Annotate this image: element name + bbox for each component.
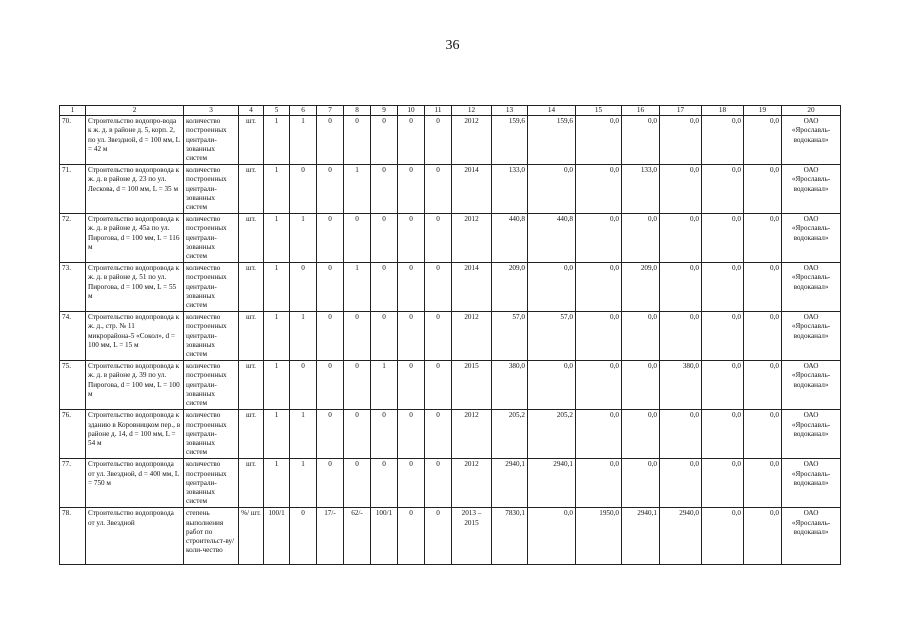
table-cell: 17/- (317, 508, 344, 565)
table-cell: 0 (317, 116, 344, 165)
table-cell: 2015 (452, 361, 492, 410)
table-cell: количество построенных централи-зованных систем (184, 263, 239, 312)
table-cell: 0 (317, 263, 344, 312)
table-row (60, 263, 841, 312)
table-cell: 0,0 (576, 361, 622, 410)
table-cell: ОАО «Ярославль-водоканал» (782, 312, 841, 361)
table-cell: 380,0 (660, 361, 702, 410)
table-row (60, 116, 841, 165)
table-cell: количество построенных централи-зованных систем (184, 361, 239, 410)
table-row (60, 410, 841, 459)
column-header: 1 (60, 106, 86, 116)
table-cell: ОАО «Ярославль-водоканал» (782, 165, 841, 214)
table-cell: 2014 (452, 263, 492, 312)
table-cell: 73. (60, 263, 86, 312)
column-header: 16 (622, 106, 660, 116)
table-cell: 0,0 (744, 459, 782, 508)
table-cell: 0,0 (576, 116, 622, 165)
table-cell: 0,0 (622, 410, 660, 459)
table-cell: 0,0 (702, 214, 744, 263)
table-cell: 0 (344, 361, 371, 410)
table-cell: 0 (344, 116, 371, 165)
table-cell: ОАО «Ярославль-водоканал» (782, 508, 841, 565)
table-cell: 0,0 (660, 116, 702, 165)
table-cell: 2940,1 (492, 459, 528, 508)
column-header: 11 (425, 106, 452, 116)
table-cell: 0 (425, 361, 452, 410)
table-row (60, 361, 841, 410)
table-cell: 2012 (452, 214, 492, 263)
table-cell: 0 (290, 361, 317, 410)
table-cell: 1 (264, 165, 290, 214)
table-cell: 0,0 (702, 263, 744, 312)
table-cell: 1 (264, 459, 290, 508)
table-cell: 205,2 (528, 410, 576, 459)
table-cell: 0 (425, 165, 452, 214)
table-cell: шт. (239, 459, 264, 508)
table-cell: ОАО «Ярославль-водоканал» (782, 410, 841, 459)
table-cell: 0 (398, 459, 425, 508)
table-cell: Строительство водопровода к ж. д. в районе д. 51 по ул. Пирогова, d = 100 мм, L = 55 м (86, 263, 184, 312)
table-cell: 2940,0 (660, 508, 702, 565)
table-cell: 0,0 (702, 361, 744, 410)
table-cell: 0,0 (576, 459, 622, 508)
column-header: 4 (239, 106, 264, 116)
table-cell: 0 (398, 508, 425, 565)
table-cell: 1950,0 (576, 508, 622, 565)
table-row (60, 508, 841, 565)
table-row (60, 459, 841, 508)
table-cell: Строительство водопро-вода к ж. д. в районе д. 5, корп. 2, по ул. Звездной, d = 100 мм, L = 42 м (86, 116, 184, 165)
table-cell: 2012 (452, 116, 492, 165)
data-table (59, 105, 841, 565)
table-cell: 0,0 (744, 214, 782, 263)
table-cell: 0,0 (576, 263, 622, 312)
table-cell: 0,0 (660, 165, 702, 214)
table-cell: 71. (60, 165, 86, 214)
table-cell: 1 (290, 214, 317, 263)
table-cell: количество построенных централи-зованных систем (184, 214, 239, 263)
table-cell: 0,0 (702, 116, 744, 165)
table-cell: количество построенных централи-зованных систем (184, 459, 239, 508)
table-cell: 0,0 (702, 508, 744, 565)
table-cell: 0,0 (528, 263, 576, 312)
table-cell: 0,0 (576, 214, 622, 263)
table-cell: ОАО «Ярославль-водоканал» (782, 116, 841, 165)
table-cell: 0 (425, 459, 452, 508)
table-cell: 100/1 (264, 508, 290, 565)
table-cell: 0,0 (702, 312, 744, 361)
column-header: 20 (782, 106, 841, 116)
table-cell: 0,0 (660, 459, 702, 508)
table-cell: Строительство водопровода к ж. д. в районе д. 39 по ул. Пирогова, d = 100 мм, L = 100 м (86, 361, 184, 410)
table-cell: 0,0 (576, 165, 622, 214)
table-cell: 440,8 (528, 214, 576, 263)
table-cell: 2012 (452, 312, 492, 361)
table-cell: 0,0 (622, 459, 660, 508)
table-cell: 2013 – 2015 (452, 508, 492, 565)
column-header: 15 (576, 106, 622, 116)
table-cell: шт. (239, 214, 264, 263)
table-cell: степень выполнения работ по строительст-ву/ коли-чество (184, 508, 239, 565)
table-row (60, 165, 841, 214)
table-cell: 0,0 (622, 361, 660, 410)
table-cell: Строительство водопровода к ж. д., стр. № 11 микрорайона-5 «Сокол», d = 100 мм, L = 15 м (86, 312, 184, 361)
table-cell: 76. (60, 410, 86, 459)
table-cell: 70. (60, 116, 86, 165)
table-cell: шт. (239, 312, 264, 361)
table-cell: ОАО «Ярославль-водоканал» (782, 263, 841, 312)
table-cell: 77. (60, 459, 86, 508)
table-cell: 72. (60, 214, 86, 263)
table-cell: 0 (317, 459, 344, 508)
table-cell: 0 (398, 214, 425, 263)
table-cell: 0 (371, 116, 398, 165)
table-cell: 74. (60, 312, 86, 361)
table-cell: 0,0 (622, 214, 660, 263)
column-header: 3 (184, 106, 239, 116)
table-cell: 0,0 (622, 116, 660, 165)
table-cell: 0,0 (744, 165, 782, 214)
table-cell: 0 (371, 312, 398, 361)
table-cell: Строительство водопровода к зданию в Коровницком пер., в районе д. 14, d = 100 мм, L = 54 м (86, 410, 184, 459)
column-header: 6 (290, 106, 317, 116)
table-cell: 380,0 (492, 361, 528, 410)
table-cell: 57,0 (528, 312, 576, 361)
table-cell: 2012 (452, 459, 492, 508)
table-cell: 0 (425, 312, 452, 361)
column-header: 18 (702, 106, 744, 116)
table-cell: Строительство водопровода от ул. Звездной (86, 508, 184, 565)
table-cell: 1 (264, 312, 290, 361)
table-cell: 0,0 (528, 508, 576, 565)
table-cell: 62/- (344, 508, 371, 565)
table-cell: 133,0 (622, 165, 660, 214)
table-cell: шт. (239, 165, 264, 214)
table-cell: 57,0 (492, 312, 528, 361)
table-cell: 1 (264, 361, 290, 410)
column-header: 19 (744, 106, 782, 116)
page-number: 36 (445, 38, 460, 53)
table-cell: количество построенных централи-зованных систем (184, 410, 239, 459)
table-cell: 0 (317, 312, 344, 361)
table-cell: 0 (371, 263, 398, 312)
table-cell: 1 (290, 459, 317, 508)
table-cell: 0,0 (660, 214, 702, 263)
table-cell: количество построенных централи-зованных систем (184, 312, 239, 361)
table-cell: 0 (398, 165, 425, 214)
table-cell: 0,0 (576, 312, 622, 361)
table-cell: 2014 (452, 165, 492, 214)
table-cell: 2940,1 (622, 508, 660, 565)
table-cell: 0 (425, 508, 452, 565)
table-cell: количество построенных централи-зованных систем (184, 116, 239, 165)
table-cell: 0 (398, 312, 425, 361)
table-header-row (60, 106, 841, 116)
table-cell: 0 (425, 263, 452, 312)
table-cell: 100/1 (371, 508, 398, 565)
column-header: 8 (344, 106, 371, 116)
column-header: 12 (452, 106, 492, 116)
table-cell: 78. (60, 508, 86, 565)
table-cell: 0,0 (660, 312, 702, 361)
table-cell: шт. (239, 361, 264, 410)
table-cell: 0 (371, 410, 398, 459)
table-cell: 205,2 (492, 410, 528, 459)
table-cell: ОАО «Ярославль-водоканал» (782, 459, 841, 508)
table-cell: 0 (425, 116, 452, 165)
table-cell: 0 (398, 361, 425, 410)
table-cell: 209,0 (622, 263, 660, 312)
table-cell: 1 (264, 263, 290, 312)
table-cell: 159,6 (528, 116, 576, 165)
table-cell: 0,0 (702, 459, 744, 508)
table-cell: 0 (371, 214, 398, 263)
table-cell: 1 (264, 116, 290, 165)
table-cell: 209,0 (492, 263, 528, 312)
table-cell: 7830,1 (492, 508, 528, 565)
table-cell: 0,0 (622, 312, 660, 361)
table-cell: ОАО «Ярославль-водоканал» (782, 361, 841, 410)
column-header: 10 (398, 106, 425, 116)
table-cell: 0 (398, 116, 425, 165)
table-cell: 1 (290, 410, 317, 459)
table-cell: 0,0 (660, 263, 702, 312)
table-cell: %/ шт. (239, 508, 264, 565)
table-cell: 0,0 (528, 165, 576, 214)
table-cell: 0 (344, 214, 371, 263)
table-cell: 0,0 (744, 508, 782, 565)
table-cell: 1 (344, 263, 371, 312)
table-cell: 0,0 (576, 410, 622, 459)
table-cell: 0 (344, 312, 371, 361)
table-cell: 0,0 (528, 361, 576, 410)
table-cell: 0 (344, 459, 371, 508)
column-header: 13 (492, 106, 528, 116)
table-cell: Строительство водопровода от ул. Звездной, d = 400 мм, L = 750 м (86, 459, 184, 508)
table-cell: 0 (317, 165, 344, 214)
table-cell: 0 (425, 214, 452, 263)
column-header: 2 (86, 106, 184, 116)
table-cell: 0 (317, 214, 344, 263)
column-header: 5 (264, 106, 290, 116)
table-cell: 0 (398, 263, 425, 312)
table-cell: 1 (290, 312, 317, 361)
table-cell: 0,0 (744, 263, 782, 312)
table-cell: 0,0 (744, 361, 782, 410)
table-cell: 0 (398, 410, 425, 459)
table-cell: 0 (290, 165, 317, 214)
table-cell: 1 (264, 410, 290, 459)
table-cell: 0 (317, 361, 344, 410)
table-cell: 2940,1 (528, 459, 576, 508)
table-cell: 0 (425, 410, 452, 459)
column-header: 14 (528, 106, 576, 116)
table-cell: шт. (239, 263, 264, 312)
column-header: 9 (371, 106, 398, 116)
table-cell: 2012 (452, 410, 492, 459)
table-cell: 75. (60, 361, 86, 410)
table-cell: 0 (371, 165, 398, 214)
column-header: 7 (317, 106, 344, 116)
table-cell: 0,0 (744, 116, 782, 165)
table-cell: 0,0 (744, 312, 782, 361)
table-cell: 440,8 (492, 214, 528, 263)
table-cell: Строительство водопровода к ж. д. в районе д. 23 по ул. Лескова, d = 100 мм, L = 35 м (86, 165, 184, 214)
table-cell: 0,0 (702, 410, 744, 459)
table-cell: 1 (344, 165, 371, 214)
table-cell: 0,0 (744, 410, 782, 459)
table-cell: 0,0 (660, 410, 702, 459)
table-cell: 0 (290, 508, 317, 565)
table-cell: 133,0 (492, 165, 528, 214)
table-cell: 1 (290, 116, 317, 165)
table-row (60, 312, 841, 361)
table-cell: 0 (317, 410, 344, 459)
table-cell: шт. (239, 116, 264, 165)
table-cell: количество построенных централи-зованных систем (184, 165, 239, 214)
column-header: 17 (660, 106, 702, 116)
table-cell: 159,6 (492, 116, 528, 165)
table-cell: шт. (239, 410, 264, 459)
table-row (60, 214, 841, 263)
table-cell: 0 (290, 263, 317, 312)
table-cell: Строительство водопровода к ж. д. в районе д. 45а по ул. Пирогова, d = 100 мм, L = 116 м (86, 214, 184, 263)
table-cell: 0 (371, 459, 398, 508)
table-cell: 0 (344, 410, 371, 459)
table-cell: 1 (371, 361, 398, 410)
table-cell: ОАО «Ярославль-водоканал» (782, 214, 841, 263)
table-cell: 1 (264, 214, 290, 263)
table-cell: 0,0 (702, 165, 744, 214)
